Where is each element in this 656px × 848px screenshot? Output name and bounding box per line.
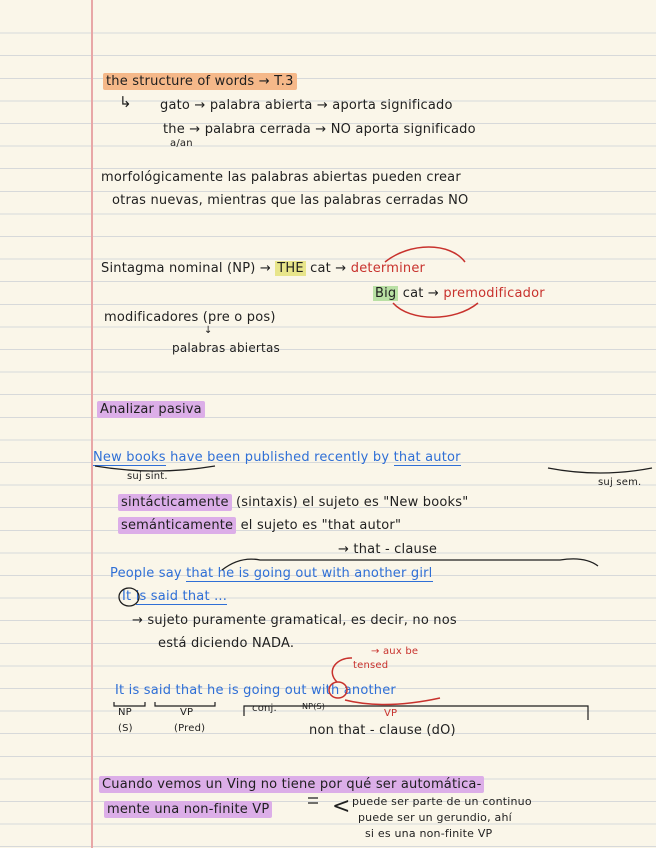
conj-label: conj.	[252, 703, 277, 714]
brace-left-icon: <	[332, 794, 351, 819]
small-down-arrow-icon: ↓	[204, 325, 213, 336]
heading-text: the structure of words → T.3	[103, 73, 297, 90]
determiner-arc-arrow	[385, 247, 465, 262]
determiner-label: determiner	[350, 261, 426, 276]
vp-bracket	[155, 702, 215, 706]
equals-mark	[308, 798, 318, 803]
modificadores-line: modificadores (pre o pos)	[104, 310, 276, 325]
premodificador-arc-arrow	[393, 303, 478, 317]
the-line: the → palabra cerrada → NO aporta significado	[163, 122, 476, 137]
puede-line-3: si es una non-finite VP	[365, 827, 493, 840]
is-circle	[329, 682, 347, 698]
sintacticamente-label: sintácticamente	[118, 494, 232, 511]
tensed-note: tensed	[353, 660, 389, 671]
puede-line-1: puede ser parte de un continuo	[352, 795, 532, 808]
vp-red-bracket	[345, 698, 440, 705]
tensed-arrow	[332, 658, 352, 682]
aux-be-note: → aux be	[371, 646, 419, 657]
the-highlight: THE	[277, 261, 304, 276]
heading2-text: Analizar pasiva	[97, 401, 205, 418]
semanticamente-label: semánticamente	[118, 517, 236, 534]
gato-line: gato → palabra abierta → aporta significado	[160, 98, 453, 113]
vp-label: VP	[180, 707, 194, 718]
cuando-text-2: mente una non-finite VP	[104, 801, 272, 818]
np-bracket	[114, 702, 145, 706]
puede-line-2: puede ser un gerundio, ahí	[358, 811, 512, 824]
that-clause-note: → that - clause	[338, 542, 438, 557]
vp-red-label: VP	[384, 708, 398, 719]
semanticamente-rest: el sujeto es "that autor"	[240, 518, 402, 533]
a-an-note: a/an	[170, 138, 193, 149]
suj-sint-bracket	[95, 466, 215, 471]
premodificador-label: premodificador	[443, 286, 545, 301]
sujeto-line-1: → sujeto puramente gramatical, es decir, no nos	[132, 613, 457, 628]
suj-sint-label: suj sint.	[127, 471, 168, 482]
is-said-that-phrase: is said that ...	[135, 589, 228, 604]
pred-label: (Pred)	[174, 723, 206, 734]
non-that-clause-note: non that - clause (dO)	[309, 723, 456, 738]
it-is-said-full-line: It is said that he is going out with another	[115, 683, 396, 698]
sujeto-line-2: está diciendo NADA.	[158, 636, 295, 651]
sintacticamente-rest: (sintaxis) el sujeto es "New books"	[236, 495, 469, 510]
down-arrow-icon: ↳	[119, 93, 132, 111]
suj-sem-label: suj sem.	[598, 477, 642, 488]
that-he-clause: that he is going out with another girl	[186, 566, 433, 581]
that-clause-bracket	[222, 559, 598, 570]
that-autor-phrase: that autor	[393, 450, 461, 465]
palabras-abiertas-line: palabras abiertas	[172, 341, 280, 355]
it-circle	[119, 588, 139, 606]
big-highlight: Big	[375, 286, 397, 301]
cat-word-1: cat →	[310, 261, 347, 276]
have-been-phrase: have been published recently by	[170, 450, 390, 465]
cat-word-2: cat →	[402, 286, 439, 301]
np-s-label: NP(S)	[302, 702, 326, 711]
sintagma-label: Sintagma nominal (NP) →	[101, 261, 271, 276]
people-say-phrase: People say	[110, 566, 182, 581]
it-word: It	[122, 589, 132, 604]
cuando-text-1: Cuando vemos un Ving no tiene por qué ser automática-	[99, 776, 484, 793]
new-books-phrase: New books	[93, 450, 166, 465]
np-label: NP	[118, 707, 132, 718]
clause-bracket	[244, 703, 588, 720]
s-paren-label: (S)	[118, 723, 133, 734]
morfo-line-2: otras nuevas, mientras que las palabras cerradas NO	[112, 193, 469, 208]
morfo-line-1: morfológicamente las palabras abiertas pueden crear	[101, 170, 461, 185]
suj-sem-bracket	[548, 468, 652, 473]
